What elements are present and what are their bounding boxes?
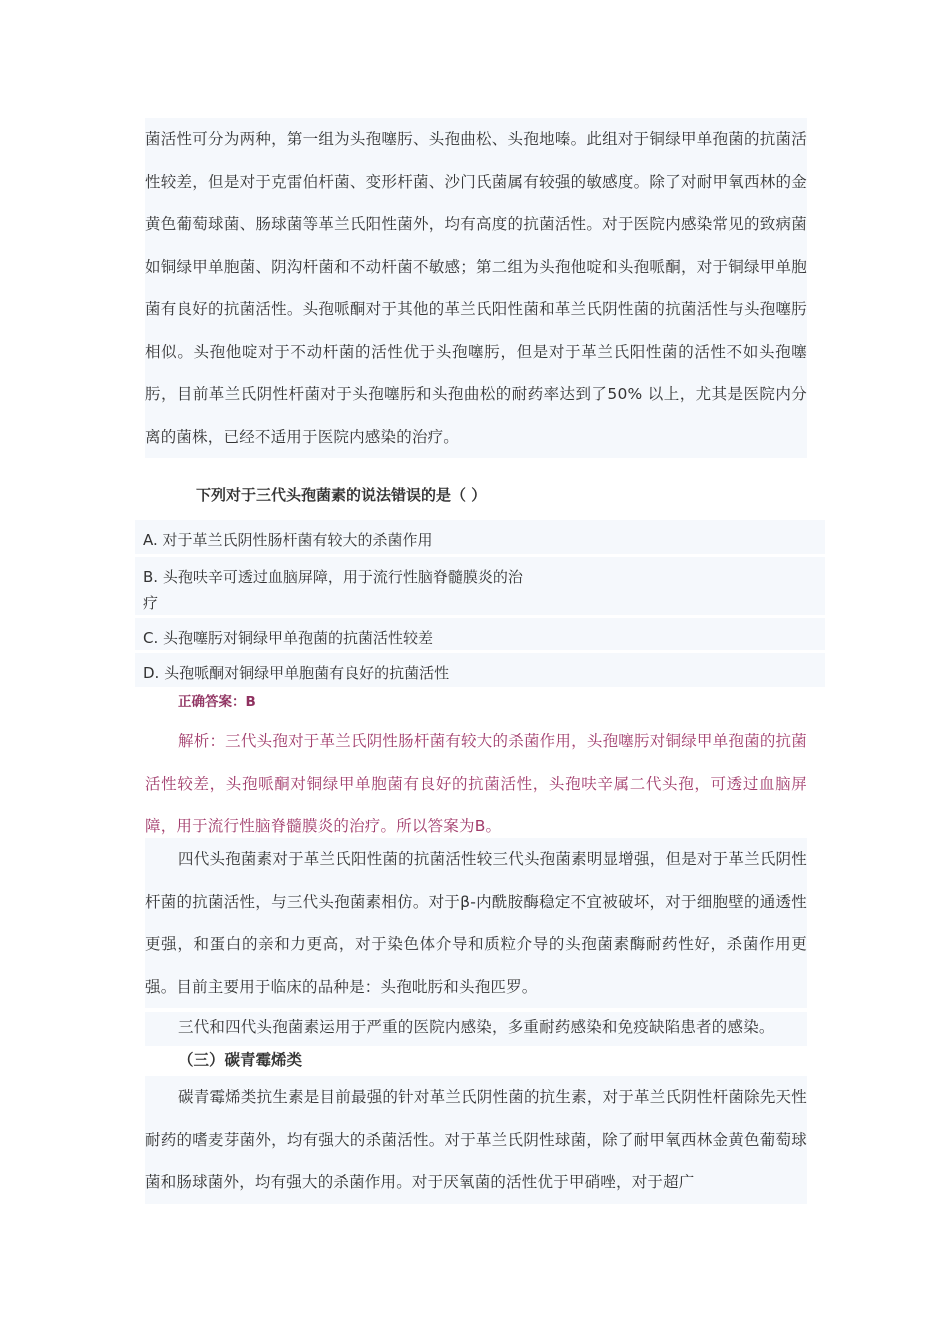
section-heading: （三）碳青霉烯类 [178,1051,303,1069]
usage-paragraph: 三代和四代头孢菌素运用于严重的医院内感染，多重耐药感染和免疫缺陷患者的感染。 [145,1012,807,1046]
option-c[interactable] [135,618,825,650]
option-b[interactable] [135,557,825,615]
option-a[interactable] [135,520,825,554]
fourth-gen-paragraph: 四代头孢菌素对于革兰氏阳性菌的抗菌活性较三代头孢菌素明显增强，但是对于革兰氏阴性杆菌的抗菌活性，与三代头孢菌素相仿。对于β-内酰胺酶稳定不宜被破坏，对于细胞壁的通透性更强，和蛋白的亲和力更高，对于染色体介导和质粒介导的头孢菌素酶耐药性好，杀菌作用更强。目前主要用于临床的品种是：头孢吡肟和头孢匹罗。 [145,838,807,1008]
option-a-label: A. 对于革兰氏阴性肠杆菌有较大的杀菌作用 [143,531,433,549]
question-title: 下列对于三代头孢菌素的说法错误的是（ ） [196,486,487,504]
intro-paragraph: 菌活性可分为两种，第一组为头孢噻肟、头孢曲松、头孢地嗪。此组对于铜绿甲单孢菌的抗菌活性较差，但是对于克雷伯杆菌、变形杆菌、沙门氏菌属有较强的敏感度。除了对耐甲氧西林的金黄色葡萄球菌、肠球菌等革兰氏阳性菌外，均有高度的抗菌活性。对于医院内感染常见的致病菌如铜绿甲单胞菌、阴沟杆菌和不动杆菌不敏感；第二组为头孢他啶和头孢哌酮，对于铜绿甲单胞菌有良好的抗菌活性。头孢哌酮对于其他的革兰氏阳性菌和革兰氏阴性菌的抗菌活性与头孢噻肟相似。头孢他啶对于不动杆菌的活性优于头孢噻肟，但是对于革兰氏阳性菌的活性不如头孢噻肟，目前革兰氏阴性杆菌对于头孢噻肟和头孢曲松的耐药率达到了50% 以上，尤其是医院内分离的菌株，已经不适用于医院内感染的治疗。 [145,118,807,458]
option-c-label: C. 头孢噻肟对铜绿甲单孢菌的抗菌活性较差 [143,629,434,647]
option-d[interactable] [135,653,825,687]
answer-analysis: 解析：三代头孢对于革兰氏阴性肠杆菌有较大的杀菌作用，头孢噻肟对铜绿甲单孢菌的抗菌活性较差，头孢哌酮对铜绿甲单胞菌有良好的抗菌活性，头孢呋辛属二代头孢，可透过血脑屏障，用于流行性脑脊髓膜炎的治疗。所以答案为B。 [145,732,807,835]
carbapenem-paragraph: 碳青霉烯类抗生素是目前最强的针对革兰氏阴性菌的抗生素，对于革兰氏阴性杆菌除先天性耐药的嗜麦芽菌外，均有强大的杀菌活性。对于革兰氏阴性球菌，除了耐甲氧西林金黄色葡萄球菌和肠球菌外，均有强大的杀菌作用。对于厌氧菌的活性优于甲硝唑，对于超广 [145,1076,807,1204]
correct-answer-label: 正确答案：B [178,694,256,710]
option-d-label: D. 头孢哌酮对铜绿甲单胞菌有良好的抗菌活性 [143,664,450,682]
option-b-label: B. 头孢呋辛可透过血脑屏障，用于流行性脑脊髓膜炎的治疗 [143,568,523,612]
